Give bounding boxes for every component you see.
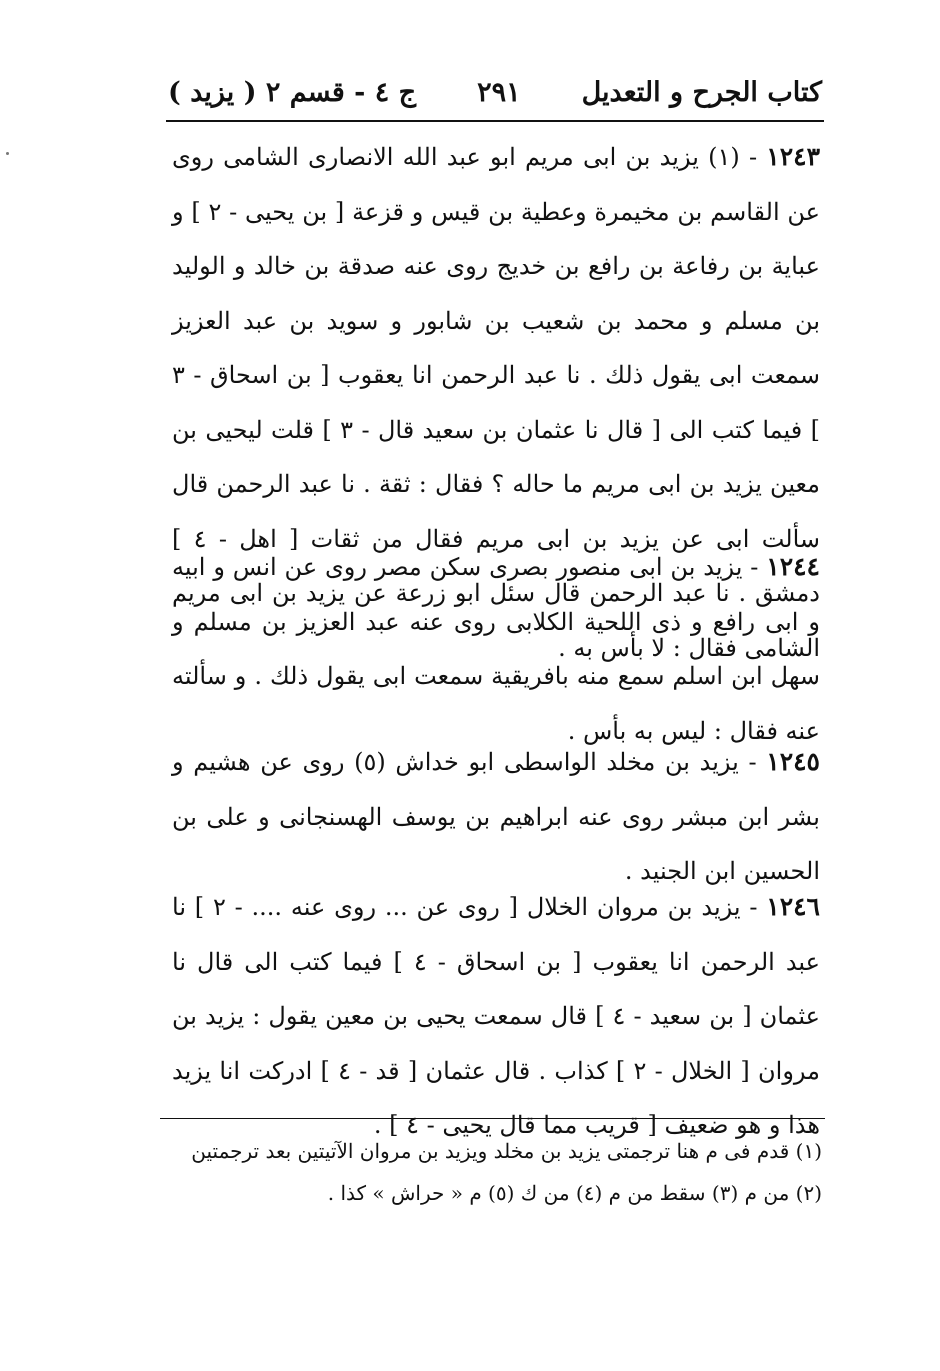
- entry-dash: -: [742, 553, 759, 581]
- entry-text: يزيد بن ابى منصور بصرى سكن مصر روى عن انس و ابيه و ابى رافع و ذى اللحية الكلابى روى عنه عبد العزيز بن مسلم و سهل ابن اسلم سمع منه بافريقية سمعت ابى يقول ذلك . و سألته عنه فقال : ليس به بأس .: [172, 553, 820, 745]
- entry-dash: -: [740, 893, 758, 921]
- entry-dash: -: [738, 748, 757, 776]
- entry-1245: [172, 735, 820, 899]
- entry-1244: [172, 540, 820, 758]
- header-section: ( يزيد ) ج ٤ - قسم ٢: [168, 76, 417, 108]
- entry-text: يزيد بن مخلد الواسطى ابو خداش (٥) روى عن هشيم و بشر ابن مبشر روى عنه ابراهيم بن يوسف الهسنجانى و على بن الحسين ابن الجنيد .: [172, 748, 820, 885]
- page-number: ٢٩١: [477, 76, 521, 108]
- footnote-line: (١) قدم فى م هنا ترجمتى يزيد بن مخلد ويزيد بن مروان الآتيتين بعد ترجمتين: [191, 1139, 822, 1163]
- footnotes: [172, 1130, 822, 1214]
- entry-number: ١٢٤٥: [766, 747, 820, 776]
- entry-text: يزيد بن مروان الخلال [ روى عن ... روى عنه .... - ٢ ] نا عبد الرحمن انا يعقوب [ بن اسحاق - ٤ ] فيما كتب الى قال نا عثمان [ بن سعيد - ٤ ] قال سمعت يحيى بن معين يقول : يزيد بن مروان [ الخلال - ٢ ] كذاب . قال عثمان [ قد - ٤ ] ادركت انا يزيد هذا و هو ضعيف [ قريب مما قال يحيى - ٤ ] .: [172, 893, 821, 1139]
- entry-number: ١٢٤٤: [766, 552, 820, 581]
- footnote-line: (٢) من م (٣) سقط من م (٤) من ك (٥) م « حراش » كذا .: [327, 1181, 822, 1205]
- entry-1246: [172, 880, 820, 1153]
- entry-number: ١٢٤٣: [766, 142, 820, 171]
- entry-number: ١٢٤٦: [766, 892, 820, 921]
- entry-text: (١) يزيد بن ابى مريم ابو عبد الله الانصارى الشامى روى عن القاسم بن مخيمرة وعطية بن قيس و قزعة [ بن يحيى - ٢ ] و عباية بن رفاعة بن رافع بن خديج روى عنه صدقة بن خالد و الوليد بن مسلم و محمد بن شعيب بن شابور و سويد بن عبد العزيز سمعت ابى يقول ذلك . نا عبد الرحمن انا يعقوب [ بن اسحاق - ٣ ] فيما كتب الى [ قال نا عثمان بن سعيد قال - ٣ ] قلت ليحيى بن معين يزيد بن ابى مريم ما حاله ؟ فقال : ثقة . نا عبد الرحمن قال سألت ابى عن يزيد بن ابى مريم فقال من ثقات [ اهل - ٤ ] دمشق . نا عبد الرحمن قال سئل ابو زرعة عن يزيد بن ابى مريم الشامى فقال : لا بأس به .: [172, 143, 821, 662]
- scan-speck: [6, 152, 9, 155]
- book-title: كتاب الجرح و التعديل: [581, 76, 822, 108]
- entry-dash: -: [739, 143, 758, 171]
- footnote-rule: [160, 1118, 825, 1119]
- header-rule: [166, 120, 824, 122]
- running-header: [168, 66, 822, 118]
